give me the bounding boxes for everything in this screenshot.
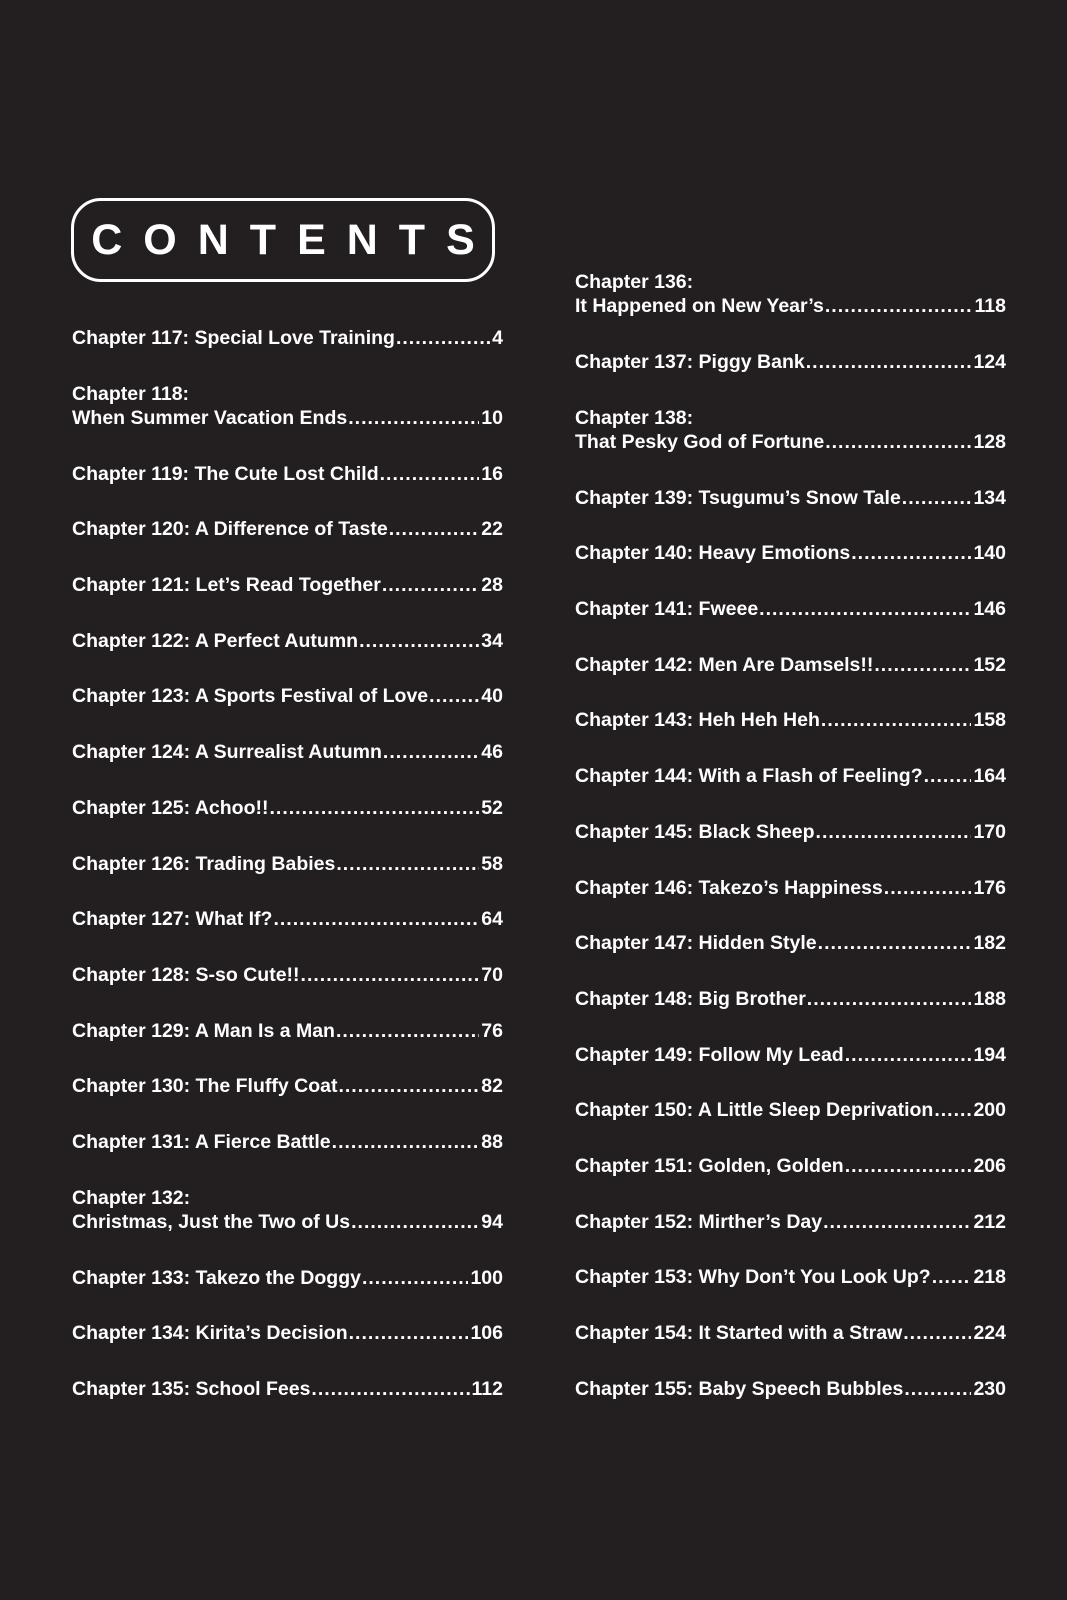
chapter-number: Chapter 129: [72,1019,195,1042]
chapter-number: Chapter 140: [575,542,699,565]
page-number: 124 [973,351,1006,373]
page-number: 158 [973,709,1006,732]
chapter-title [575,1265,931,1289]
chapter-name: Big Brother [698,987,806,1010]
toc-entry[interactable] [575,1377,1006,1433]
toc-entry[interactable] [72,326,503,382]
chapter-title [575,708,820,732]
chapter-number: Chapter 133: [72,1266,196,1289]
chapter-name: It Started with a Straw [698,1322,903,1344]
chapter-name: Hidden Style [698,932,817,955]
toc-entry[interactable] [72,1321,503,1377]
toc-entry[interactable] [575,1098,1006,1154]
dot-leader [301,963,480,987]
chapter-title [575,430,824,454]
toc-entry[interactable] [72,1019,503,1075]
page-number: 224 [973,1322,1006,1344]
chapter-title [575,876,883,900]
chapter-title [72,1266,361,1290]
toc-entry[interactable] [575,876,1006,932]
chapter-name: The Fluffy Coat [195,1075,338,1098]
dot-leader [818,931,972,955]
chapter-number: Chapter 137: [575,351,699,373]
dot-leader [759,597,971,621]
toc-entry[interactable] [575,1265,1006,1321]
page-title: CONTENTS [91,215,496,264]
chapter-name: Christmas, Just the Two of Us [72,1210,351,1233]
toc-entry[interactable] [72,517,503,573]
dot-leader [904,1377,971,1401]
page-number: 118 [974,295,1006,317]
chapter-title [575,1043,844,1067]
chapter-number: Chapter 149: [575,1043,699,1066]
page-number: 140 [973,542,1006,565]
chapter-title [575,597,758,621]
chapter-name: Achoo!! [194,796,269,819]
chapter-name: Black Sheep [698,820,815,843]
page-number: 64 [481,908,503,931]
chapter-number: Chapter 132: [72,1186,191,1209]
page-number: 200 [973,1099,1006,1122]
page-number: 52 [481,796,503,819]
toc-entry[interactable] [72,907,503,963]
chapter-number: Chapter 135: [72,1378,196,1400]
toc-entry[interactable] [72,382,503,462]
chapter-title [72,907,272,931]
chapter-name: Why Don’t You Look Up? [698,1266,931,1289]
dot-leader [845,1154,972,1178]
dot-leader [311,1377,469,1401]
chapter-title [575,987,806,1011]
chapter-name: Golden, Golden [698,1154,844,1177]
page-number: 46 [481,741,503,764]
chapter-title [575,653,873,677]
dot-leader [380,462,480,486]
dot-leader [273,907,479,931]
dot-leader [884,876,972,900]
chapter-number: Chapter 146: [575,876,699,899]
chapter-number: Chapter 155: [575,1377,699,1400]
toc-entry[interactable] [72,1186,503,1266]
dot-leader [807,987,972,1011]
chapter-name: Mirther’s Day [698,1210,823,1233]
chapter-name: Trading Babies [195,852,336,875]
chapter-name: Men Are Damsels!! [698,653,874,676]
chapter-number: Chapter 128: [72,963,196,986]
page-number: 134 [973,486,1006,509]
chapter-name: A Difference of Taste [194,518,388,541]
page-number: 4 [492,327,503,349]
chapter-name: Follow My Lead [698,1043,844,1066]
chapter-title [575,1377,903,1401]
chapter-name: A Little Sleep Deprivation [697,1099,934,1122]
chapter-name: School Fees [195,1378,311,1400]
chapter-number: Chapter 119: [72,462,195,485]
chapter-number: Chapter 121: [72,574,196,597]
chapter-number: Chapter 141: [575,598,699,621]
toc-entry[interactable] [575,270,1006,350]
dot-leader [806,350,972,374]
chapter-title [575,350,805,374]
chapter-name: Takezo’s Happiness [698,876,883,899]
chapter-number: Chapter 143: [575,709,699,732]
chapter-name: Heavy Emotions [698,542,851,565]
chapter-number: Chapter 125: [72,796,195,819]
toc-entry[interactable] [575,820,1006,876]
dot-leader [851,541,971,565]
page-number: 70 [481,963,503,986]
dot-leader [336,1019,479,1043]
chapter-number: Chapter 134: [72,1322,196,1345]
toc-entry[interactable] [72,462,503,518]
page-number: 218 [973,1266,1006,1289]
chapter-number: Chapter 122: [72,629,195,652]
chapter-title [72,573,381,597]
toc-entry[interactable] [575,764,1006,820]
dot-leader [362,1266,468,1290]
chapter-name: That Pesky God of Fortune [575,430,825,453]
chapter-name: A Fierce Battle [194,1130,331,1153]
chapter-name: What If? [195,908,273,931]
chapter-title [72,740,382,764]
toc-entry[interactable] [72,740,503,796]
toc-entry[interactable] [575,597,1006,653]
toc-entry[interactable] [72,963,503,1019]
dot-leader [396,326,490,350]
chapter-number: Chapter 117: [72,327,195,349]
chapter-name: With a Flash of Feeling? [698,765,923,788]
page-number: 22 [481,518,503,541]
chapter-title [72,517,388,541]
dot-leader [816,820,972,844]
chapter-name: Baby Speech Bubbles [698,1377,904,1400]
toc-entry[interactable] [575,486,1006,542]
chapter-title [575,1098,933,1122]
chapter-name: A Perfect Autumn [194,629,359,652]
chapter-name: It Happened on New Year’s [575,295,824,317]
toc-entry[interactable] [72,629,503,685]
chapter-title [72,462,379,486]
chapter-name: Piggy Bank [698,351,805,373]
dot-leader [825,294,973,318]
toc-entry[interactable] [575,350,1006,406]
chapter-title [72,1210,350,1234]
chapter-name: Takezo the Doggy [195,1266,361,1289]
page-number: 206 [973,1154,1006,1177]
chapter-number: Chapter 153: [575,1266,699,1289]
toc-entry[interactable] [575,1210,1006,1266]
page-number: 16 [481,462,503,485]
chapter-title [575,294,824,318]
chapter-title [575,931,817,955]
chapter-title [575,486,901,510]
dot-leader [845,1043,972,1067]
toc-entry[interactable] [72,1130,503,1186]
chapter-number: Chapter 118: [72,382,190,405]
chapter-number: Chapter 147: [575,932,699,955]
chapter-title [575,1210,822,1234]
chapter-number: Chapter 150: [575,1099,698,1122]
chapter-name: Fweee [698,598,759,621]
chapter-title [72,963,300,987]
toc-right-column [575,270,1006,1432]
dot-leader [429,684,479,708]
chapter-title [72,406,347,430]
dot-leader [338,1074,479,1098]
page-number: 10 [481,406,503,429]
page-number: 100 [470,1266,503,1289]
toc-entry[interactable] [575,406,1006,486]
chapter-name: A Man Is a Man [194,1019,335,1042]
chapter-name: Tsugumu’s Snow Tale [698,486,901,509]
page-number: 82 [481,1075,503,1098]
chapter-number: Chapter 142: [575,653,699,676]
chapter-number: Chapter 144: [575,765,699,788]
toc-entry[interactable] [72,1074,503,1130]
dot-leader [924,764,972,788]
chapter-name: Kirita’s Decision [195,1322,348,1345]
page-number: 28 [481,574,503,597]
toc-entry[interactable] [72,1377,503,1433]
page-number: 106 [470,1322,503,1345]
toc-entry[interactable] [575,653,1006,709]
page-number: 176 [973,876,1006,899]
dot-leader [903,1321,971,1345]
chapter-name: Let’s Read Together [195,574,381,597]
chapter-number: Chapter 124: [72,741,195,764]
page-number: 76 [481,1019,503,1042]
page-number: 188 [973,987,1006,1010]
chapter-name: S-so Cute!! [195,963,300,986]
chapter-number: Chapter 145: [575,820,699,843]
page-number: 194 [973,1043,1006,1066]
chapter-name: Special Love Training [194,327,395,349]
page-number: 34 [481,629,503,652]
chapter-number: Chapter 127: [72,908,196,931]
chapter-title [72,796,268,820]
chapter-number: Chapter 123: [72,685,195,708]
page-number: 112 [471,1378,503,1400]
chapter-title [575,1321,902,1345]
dot-leader [934,1098,971,1122]
chapter-title [575,541,850,565]
chapter-title [72,1019,335,1043]
chapter-number: Chapter 126: [72,852,196,875]
page-number: 88 [481,1130,503,1153]
page-number: 212 [973,1210,1006,1233]
toc-entry[interactable] [72,684,503,740]
page-number: 94 [481,1210,503,1233]
toc-entry[interactable] [72,796,503,852]
chapter-title [72,1321,348,1345]
page-number: 40 [481,685,503,708]
chapter-title [72,852,335,876]
chapter-title [72,326,395,350]
chapter-name: A Surrealist Autumn [194,741,382,764]
chapter-number: Chapter 136: [575,271,694,293]
dot-leader [383,740,479,764]
chapter-name: When Summer Vacation Ends [72,406,348,429]
chapter-title [575,1154,844,1178]
page-number: 146 [973,598,1006,621]
chapter-number: Chapter 131: [72,1130,195,1153]
toc-entry[interactable] [575,1154,1006,1210]
toc-left-column [72,326,503,1433]
dot-leader [389,517,480,541]
chapter-title [72,684,428,708]
chapter-number: Chapter 154: [575,1322,699,1344]
dot-leader [902,486,972,510]
chapter-title [72,1377,310,1401]
chapter-title [72,1074,337,1098]
dot-leader [269,796,479,820]
chapter-number: Chapter 139: [575,486,699,509]
chapter-title [72,1130,331,1154]
page-number: 170 [973,820,1006,843]
chapter-number: Chapter 138: [575,406,694,429]
dot-leader [823,1210,971,1234]
chapter-number: Chapter 120: [72,518,195,541]
page-number: 128 [973,430,1006,453]
chapter-name: The Cute Lost Child [194,462,379,485]
toc-entry[interactable] [72,1266,503,1322]
toc-entry[interactable] [575,1321,1006,1377]
page-number: 164 [973,765,1006,788]
dot-leader [874,653,971,677]
dot-leader [932,1265,972,1289]
page-number: 152 [973,653,1006,676]
toc-entry[interactable] [575,708,1006,764]
chapter-title [575,764,923,788]
chapter-title [575,820,815,844]
toc-entry[interactable] [575,931,1006,987]
dot-leader [821,708,972,732]
chapter-number: Chapter 148: [575,987,699,1010]
chapter-name: A Sports Festival of Love [194,685,429,708]
dot-leader [336,852,479,876]
dot-leader [351,1210,479,1234]
toc-entry[interactable] [575,1043,1006,1099]
dot-leader [359,629,479,653]
toc-entry[interactable] [72,852,503,908]
toc-entry[interactable] [72,573,503,629]
chapter-number: Chapter 130: [72,1075,196,1098]
chapter-title [72,629,358,653]
chapter-number: Chapter 151: [575,1154,699,1177]
page-number: 230 [973,1377,1006,1400]
dot-leader [349,1321,469,1345]
contents-title-box [71,198,495,282]
toc-entry[interactable] [575,987,1006,1043]
dot-leader [825,430,971,454]
page-number: 58 [481,852,503,875]
page-number: 182 [973,932,1006,955]
dot-leader [382,573,479,597]
dot-leader [348,406,479,430]
chapter-name: Heh Heh Heh [698,709,820,732]
toc-entry[interactable] [575,541,1006,597]
chapter-number: Chapter 152: [575,1210,699,1233]
dot-leader [332,1130,480,1154]
